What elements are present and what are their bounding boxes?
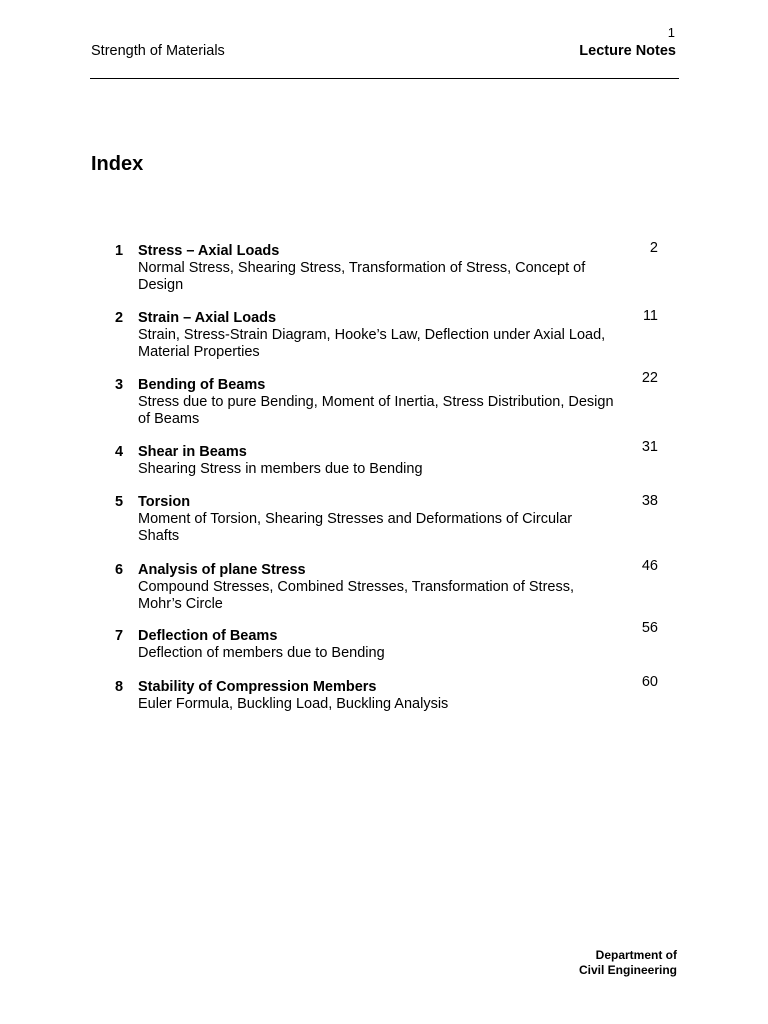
index-heading: Index — [91, 153, 144, 175]
entry-page-number: 56 — [641, 620, 658, 636]
entry-number: 2 — [115, 310, 124, 326]
entry-body — [138, 628, 614, 662]
entry-title: Torsion — [138, 494, 191, 510]
entry-description: Shearing Stress in members due to Bending — [138, 461, 423, 477]
entry-description: Deflection of members due to Bending — [138, 645, 385, 661]
header-divider — [90, 78, 679, 79]
entry-page-number: 60 — [641, 674, 658, 690]
footer-line-2: Civil Engineering — [578, 963, 677, 977]
entry-body — [138, 243, 614, 294]
course-title: Strength of Materials — [91, 43, 225, 59]
entry-page-number: 2 — [649, 240, 658, 256]
entry-body — [138, 377, 614, 428]
entry-title: Strain – Axial Loads — [138, 310, 277, 326]
entry-page-number: 46 — [641, 558, 658, 574]
entry-body — [138, 494, 614, 545]
entry-description: Strain, Stress-Strain Diagram, Hooke’s Law, Deflection under Axial Load, Material Properties — [138, 327, 606, 360]
entry-number: 7 — [115, 628, 124, 644]
entry-title: Bending of Beams — [138, 377, 266, 393]
entry-number: 6 — [115, 562, 124, 578]
entry-page-number: 31 — [641, 439, 658, 455]
document-type: Lecture Notes — [579, 43, 676, 59]
footer-line-1: Department of — [595, 948, 677, 962]
entry-title: Shear in Beams — [138, 444, 247, 460]
entry-body — [138, 679, 614, 713]
entry-number: 4 — [115, 444, 124, 460]
entry-title: Analysis of plane Stress — [138, 562, 306, 578]
entry-page-number: 22 — [641, 370, 658, 386]
entry-description: Compound Stresses, Combined Stresses, Transformation of Stress, Mohr’s Circle — [138, 579, 574, 612]
entry-number: 8 — [115, 679, 124, 695]
entry-body — [138, 310, 614, 361]
entry-page-number: 38 — [641, 493, 658, 509]
entry-title: Stability of Compression Members — [138, 679, 377, 695]
entry-title: Deflection of Beams — [138, 628, 278, 644]
page-number: 1 — [667, 25, 675, 40]
entry-body — [138, 444, 614, 478]
entry-number: 3 — [115, 377, 124, 393]
entry-title: Stress – Axial Loads — [138, 243, 280, 259]
entry-body — [138, 562, 614, 613]
footer-department — [579, 948, 677, 978]
entry-description: Stress due to pure Bending, Moment of Inertia, Stress Distribution, Design of Beams — [138, 394, 614, 427]
entry-description: Moment of Torsion, Shearing Stresses and Deformations of Circular Shafts — [138, 511, 573, 544]
entry-number: 1 — [115, 243, 124, 259]
entry-page-number: 11 — [642, 308, 658, 324]
entry-description: Normal Stress, Shearing Stress, Transformation of Stress, Concept of Design — [138, 260, 586, 293]
entry-number: 5 — [115, 494, 124, 510]
entry-description: Euler Formula, Buckling Load, Buckling Analysis — [138, 696, 449, 712]
